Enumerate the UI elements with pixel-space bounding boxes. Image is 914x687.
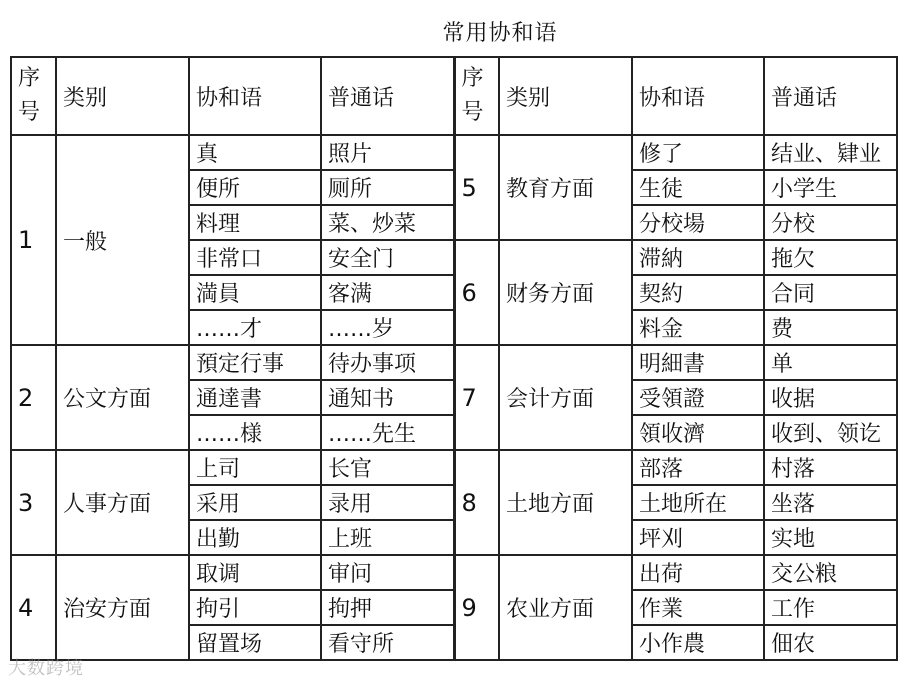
putonghua-cell: ……岁 — [321, 310, 454, 345]
putonghua-cell: 安全门 — [321, 240, 454, 275]
kyowago-cell: 料金 — [632, 310, 764, 345]
kyowago-table — [10, 56, 898, 661]
kyowago-cell: 通達書 — [189, 380, 321, 415]
category-header: 类别 — [56, 57, 189, 135]
group-category: 财务方面 — [499, 240, 632, 345]
putonghua-cell: 佃农 — [764, 625, 897, 660]
putonghua-cell: 厕所 — [321, 170, 454, 205]
putonghua-cell: 通知书 — [321, 380, 454, 415]
kyowago-cell: 出勤 — [189, 520, 321, 555]
table-row — [11, 555, 897, 590]
kyowago-cell: 受領證 — [632, 380, 764, 415]
putonghua-cell: 收到、领讫 — [764, 415, 897, 450]
putonghua-cell: 坐落 — [764, 485, 897, 520]
seq-header: 序 号 — [454, 57, 499, 135]
kyowago-cell: 土地所在 — [632, 485, 764, 520]
putonghua-cell: 看守所 — [321, 625, 454, 660]
kyowago-cell: 留置场 — [189, 625, 321, 660]
putonghua-cell: 照片 — [321, 135, 454, 170]
putonghua-cell: 收据 — [764, 380, 897, 415]
group-category: 会计方面 — [499, 345, 632, 450]
kyowago-cell: 修了 — [632, 135, 764, 170]
group-number: 5 — [454, 135, 499, 240]
group-number: 9 — [454, 555, 499, 660]
kyowago-cell: 拘引 — [189, 590, 321, 625]
putonghua-cell: 工作 — [764, 590, 897, 625]
kyowago-cell: 作業 — [632, 590, 764, 625]
kyowago-header: 协和语 — [189, 57, 321, 135]
header-row — [11, 57, 897, 135]
kyowago-cell: 料理 — [189, 205, 321, 240]
group-category: 一般 — [56, 135, 189, 345]
putonghua-cell: 长官 — [321, 450, 454, 485]
kyowago-cell: 滞納 — [632, 240, 764, 275]
kyowago-cell: 生徒 — [632, 170, 764, 205]
group-category: 教育方面 — [499, 135, 632, 240]
table-row — [11, 450, 897, 485]
kyowago-cell: 上司 — [189, 450, 321, 485]
kyowago-cell: 満員 — [189, 275, 321, 310]
group-number: 6 — [454, 240, 499, 345]
seq-header: 序 号 — [11, 57, 56, 135]
table-row — [11, 135, 897, 170]
table-row — [11, 345, 897, 380]
group-category: 治安方面 — [56, 555, 189, 660]
putonghua-header: 普通话 — [764, 57, 897, 135]
group-number: 4 — [11, 555, 56, 660]
putonghua-cell: 费 — [764, 310, 897, 345]
putonghua-cell: 合同 — [764, 275, 897, 310]
putonghua-cell: 实地 — [764, 520, 897, 555]
kyowago-cell: 預定行事 — [189, 345, 321, 380]
kyowago-cell: 非常口 — [189, 240, 321, 275]
putonghua-cell: 录用 — [321, 485, 454, 520]
group-number: 1 — [11, 135, 56, 345]
kyowago-cell: 契約 — [632, 275, 764, 310]
putonghua-cell: 拘押 — [321, 590, 454, 625]
kyowago-cell: ……才 — [189, 310, 321, 345]
kyowago-cell: 便所 — [189, 170, 321, 205]
group-category: 土地方面 — [499, 450, 632, 555]
group-category: 人事方面 — [56, 450, 189, 555]
kyowago-cell: 真 — [189, 135, 321, 170]
kyowago-cell: 部落 — [632, 450, 764, 485]
putonghua-cell: 上班 — [321, 520, 454, 555]
kyowago-cell: 小作農 — [632, 625, 764, 660]
kyowago-cell: 領收濟 — [632, 415, 764, 450]
putonghua-cell: 审问 — [321, 555, 454, 590]
putonghua-cell: 小学生 — [764, 170, 897, 205]
putonghua-header: 普通话 — [321, 57, 454, 135]
putonghua-cell: 交公粮 — [764, 555, 897, 590]
putonghua-cell: ……先生 — [321, 415, 454, 450]
group-number: 8 — [454, 450, 499, 555]
putonghua-cell: 村落 — [764, 450, 897, 485]
kyowago-cell: 坪刈 — [632, 520, 764, 555]
putonghua-cell: 拖欠 — [764, 240, 897, 275]
putonghua-cell: 菜、炒菜 — [321, 205, 454, 240]
kyowago-cell: 明細書 — [632, 345, 764, 380]
kyowago-cell: 取调 — [189, 555, 321, 590]
putonghua-cell: 分校 — [764, 205, 897, 240]
putonghua-cell: 客满 — [321, 275, 454, 310]
group-category: 农业方面 — [499, 555, 632, 660]
group-number: 7 — [454, 345, 499, 450]
putonghua-cell: 单 — [764, 345, 897, 380]
watermark-text: 大数跨境 — [8, 658, 84, 679]
kyowago-cell: 出荷 — [632, 555, 764, 590]
kyowago-cell: 采用 — [189, 485, 321, 520]
group-category: 公文方面 — [56, 345, 189, 450]
kyowago-cell: 分校場 — [632, 205, 764, 240]
kyowago-header: 协和语 — [632, 57, 764, 135]
group-number: 3 — [11, 450, 56, 555]
group-number: 2 — [11, 345, 56, 450]
category-header: 类别 — [499, 57, 632, 135]
kyowago-cell: ……様 — [189, 415, 321, 450]
putonghua-cell: 待办事项 — [321, 345, 454, 380]
putonghua-cell: 结业、肄业 — [764, 135, 897, 170]
table-title: 常用协和语 — [442, 21, 558, 46]
